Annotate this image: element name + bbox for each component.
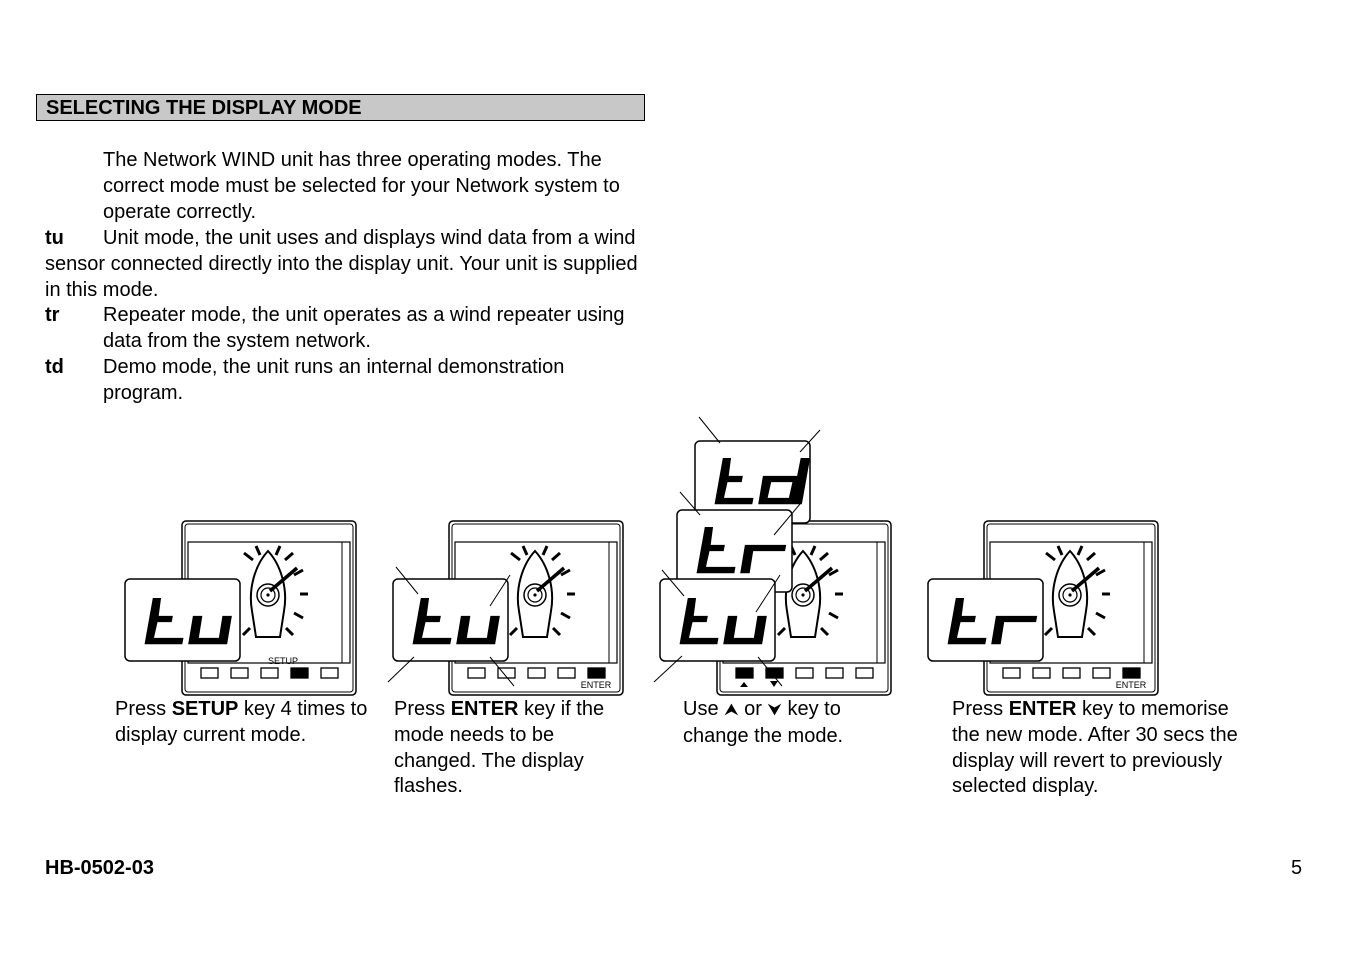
down-key-icon: ⮟ bbox=[767, 700, 782, 720]
enter-button-label-4: ENTER bbox=[1115, 680, 1147, 690]
step-3-post: key to change the mode. bbox=[683, 698, 844, 747]
page-number: 5 bbox=[1291, 857, 1303, 879]
enter-button-label-2: ENTER bbox=[580, 680, 612, 690]
lcd-tr-4 bbox=[928, 579, 1043, 661]
step-2-caption bbox=[394, 697, 634, 800]
mode-key-tu: tu bbox=[45, 227, 64, 249]
step-2-pre: Press bbox=[394, 698, 451, 720]
step-1-post: key 4 times to display current mode. bbox=[115, 698, 368, 746]
setup-key-label: SETUP bbox=[171, 698, 239, 720]
step-3-caption bbox=[683, 697, 883, 750]
lcd-tu-2 bbox=[393, 579, 508, 661]
lcd-tu-1 bbox=[125, 579, 240, 661]
mode-key-tr: tr bbox=[45, 304, 60, 326]
enter-key-label-2: ENTER bbox=[450, 698, 519, 720]
step-3-mid: or bbox=[738, 698, 768, 720]
document-id: HB-0502-03 bbox=[45, 857, 154, 879]
mode-desc-td: Demo mode, the unit runs an internal demonstration program. bbox=[103, 356, 565, 404]
step-2-post: key if the mode needs to be changed. The display flashes. bbox=[394, 698, 605, 798]
up-key-icon: ⮝ bbox=[724, 700, 739, 720]
step-4-post: key to memorise the new mode. After 30 secs the display will revert to previously selected display. bbox=[952, 698, 1238, 798]
step-1-pre: Press bbox=[115, 698, 172, 720]
mode-key-td: td bbox=[45, 356, 64, 378]
setup-button-label: SETUP bbox=[267, 656, 299, 666]
intro-paragraph: The Network WIND unit has three operating modes. The correct mode must be selected for your Network system to operate correctly. bbox=[103, 149, 620, 223]
lcd-tu-3 bbox=[660, 579, 775, 661]
step-4-caption bbox=[952, 697, 1262, 800]
step-4-pre: Press bbox=[952, 698, 1009, 720]
mode-desc-tu: Unit mode, the unit uses and displays wind data from a wind sensor connected directly into the display unit. Your unit is supplied in this mode. bbox=[45, 227, 638, 301]
mode-desc-tr: Repeater mode, the unit operates as a wind repeater using data from the system network. bbox=[103, 304, 625, 352]
section-heading: SELECTING THE DISPLAY MODE bbox=[36, 94, 645, 121]
step-3-pre: Use bbox=[683, 698, 725, 720]
step-1-caption bbox=[115, 697, 375, 749]
enter-key-label-4: ENTER bbox=[1008, 698, 1077, 720]
